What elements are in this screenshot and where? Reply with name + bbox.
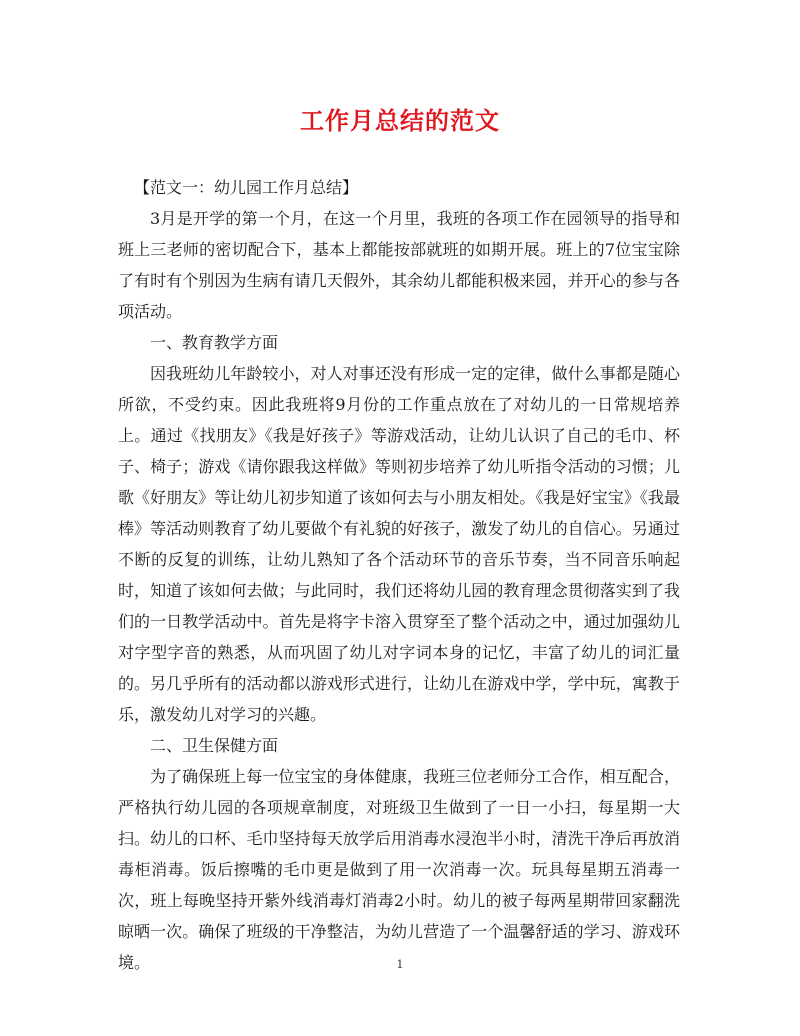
document-body [118,172,680,978]
document-title: 工作月总结的范文 [300,106,500,135]
paragraph-education: 因我班幼儿年龄较小，对人对事还没有形成一定的定律，做什么事都是随心所欲，不受约束。因此我班将9月份的工作重点放在了对幼儿的一日常规培养上。通过《找朋友》《我是好孩子》等游戏活动，让幼儿认识了自己的毛巾、杯子、椅子；游戏《请你跟我这样做》等则初步培养了幼儿听指令活动的习惯；儿歌《好朋友》等让幼儿初步知道了该如何去与小朋友相处。《我是好宝宝》《我最棒》等活动则教育了幼儿要做个有礼貌的好孩子，激发了幼儿的自信心。另通过不断的反复的训练，让幼儿熟知了各个活动环节的音乐节奏，当不同音乐响起时，知道了该如何去做；与此同时，我们还将幼儿园的教育理念贯彻落实到了我们的一日教学活动中。首先是将字卡溶入贯穿至了整个活动之中，通过加强幼儿对字型字音的熟悉，从而巩固了幼儿对字词本身的记忆，丰富了幼儿的词汇量的。另几乎所有的活动都以游戏形式进行，让幼儿在游戏中学，学中玩，寓教于乐，激发幼儿对学习的兴趣。 [118,364,680,724]
paragraph-hygiene: 为了确保班上每一位宝宝的身体健康，我班三位老师分工合作，相互配合，严格执行幼儿园的各项规章制度，对班级卫生做到了一日一小扫，每星期一大扫。幼儿的口杯、毛巾坚持每天放学后用消毒水浸泡半小时，清洗干净后再放消毒柜消毒。饭后擦嘴的毛巾更是做到了用一次消毒一次。玩具每星期五消毒一次，班上每晚坚持开紫外线消毒灯消毒2小时。幼儿的被子每两星期带回家翻洗晾晒一次。确保了班级的干净整洁，为幼儿营造了一个温馨舒适的学习、游戏环境。 [118,767,680,972]
section-heading: 【范文一：幼儿园工作月总结】 [134,178,359,197]
paragraph-intro: 3月是开学的第一个月，在这一个月里，我班的各项工作在园领导的指导和班上三老师的密切配合下，基本上都能按部就班的如期开展。班上的7位宝宝除了有时有个别因为生病有请几天假外，其余幼儿都能积极来园，并开心的参与各项活动。 [118,209,680,321]
subheading-hygiene: 二、卫生保健方面 [150,736,279,755]
subheading-education: 一、教育教学方面 [150,333,279,352]
page-number: 1 [396,958,404,971]
